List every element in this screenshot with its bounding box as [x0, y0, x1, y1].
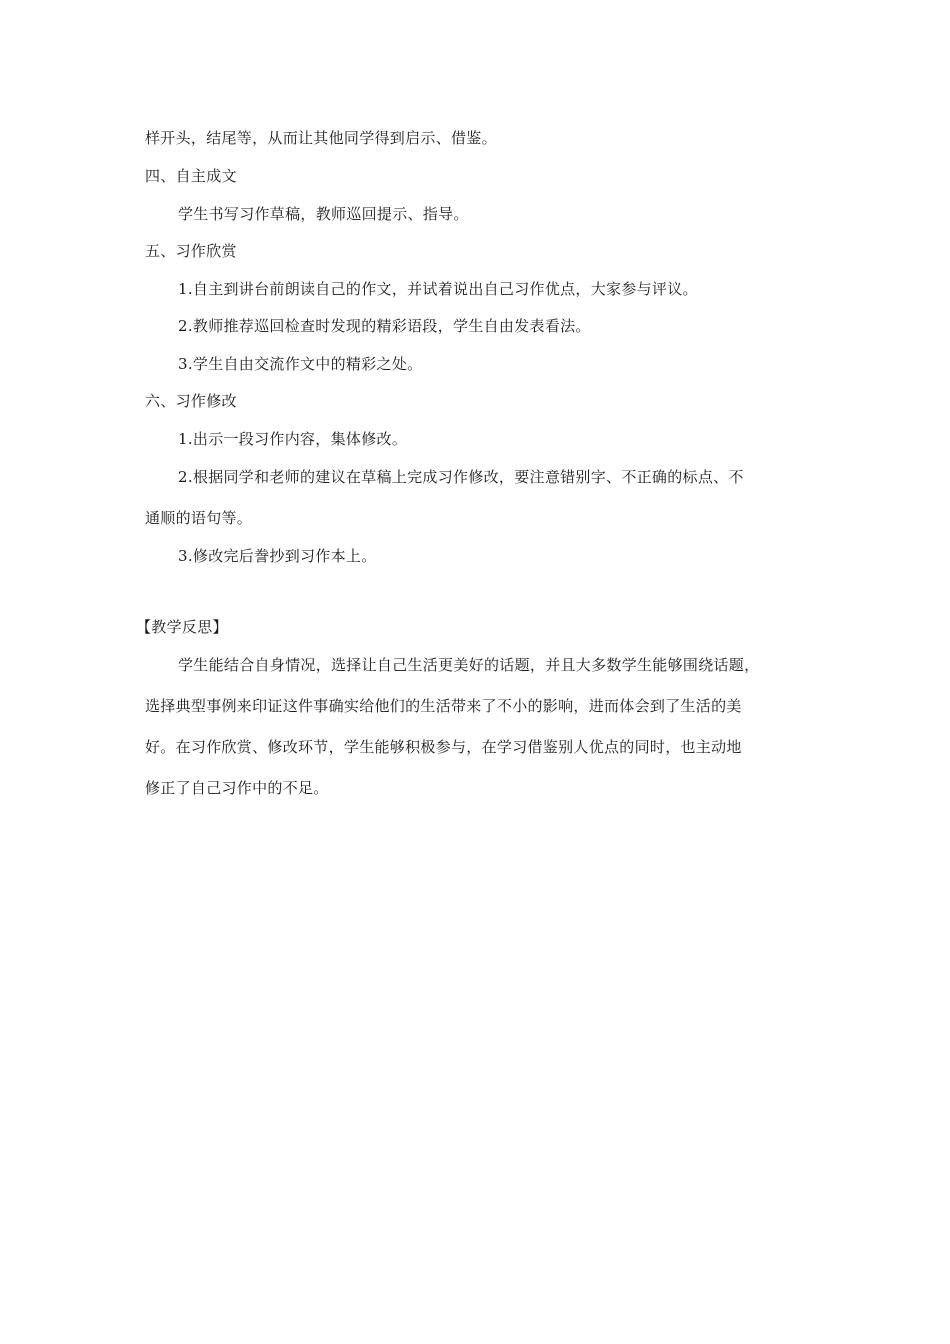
reflection-paragraph-line-2: 选择典型事例来印证这件事确实给他们的生活带来了不小的影响，进而体会到了生活的美 [145, 697, 742, 715]
section-heading-appreciation: 五、习作欣赏 [145, 242, 237, 260]
section-heading-reflection: 【教学反思】 [136, 618, 228, 636]
list-item-revision-2-continued: 通顺的语句等。 [145, 509, 253, 527]
list-item-revision-3: 3.修改完后誊抄到习作本上。 [178, 547, 377, 565]
section-heading-revision: 六、习作修改 [145, 392, 237, 410]
reflection-paragraph-line-1: 学生能结合自身情况，选择让自己生活更美好的话题，并且大多数学生能够围绕话题， [178, 656, 760, 674]
reflection-paragraph-line-3: 好。在习作欣赏、修改环节，学生能够积极参与，在学习借鉴别人优点的同时，也主动地 [145, 738, 742, 756]
paragraph-continuation: 样开头，结尾等，从而让其他同学得到启示、借鉴。 [145, 129, 497, 147]
list-item-appreciation-2: 2.教师推荐巡回检查时发现的精彩语段，学生自由发表看法。 [178, 317, 591, 335]
section-heading-independent-writing: 四、自主成文 [145, 167, 237, 185]
reflection-paragraph-line-4: 修正了自己习作中的不足。 [145, 779, 329, 797]
list-item-revision-2: 2.根据同学和老师的建议在草稿上完成习作修改，要注意错别字、不正确的标点、不 [178, 468, 744, 486]
list-item-appreciation-1: 1.自主到讲台前朗读自己的作文，并试着说出自己习作优点，大家参与评议。 [178, 280, 698, 298]
list-item-revision-1: 1.出示一段习作内容，集体修改。 [178, 430, 408, 448]
paragraph-drafting: 学生书写习作草稿，教师巡回提示、指导。 [178, 205, 469, 223]
list-item-appreciation-3: 3.学生自由交流作文中的精彩之处。 [178, 355, 423, 373]
